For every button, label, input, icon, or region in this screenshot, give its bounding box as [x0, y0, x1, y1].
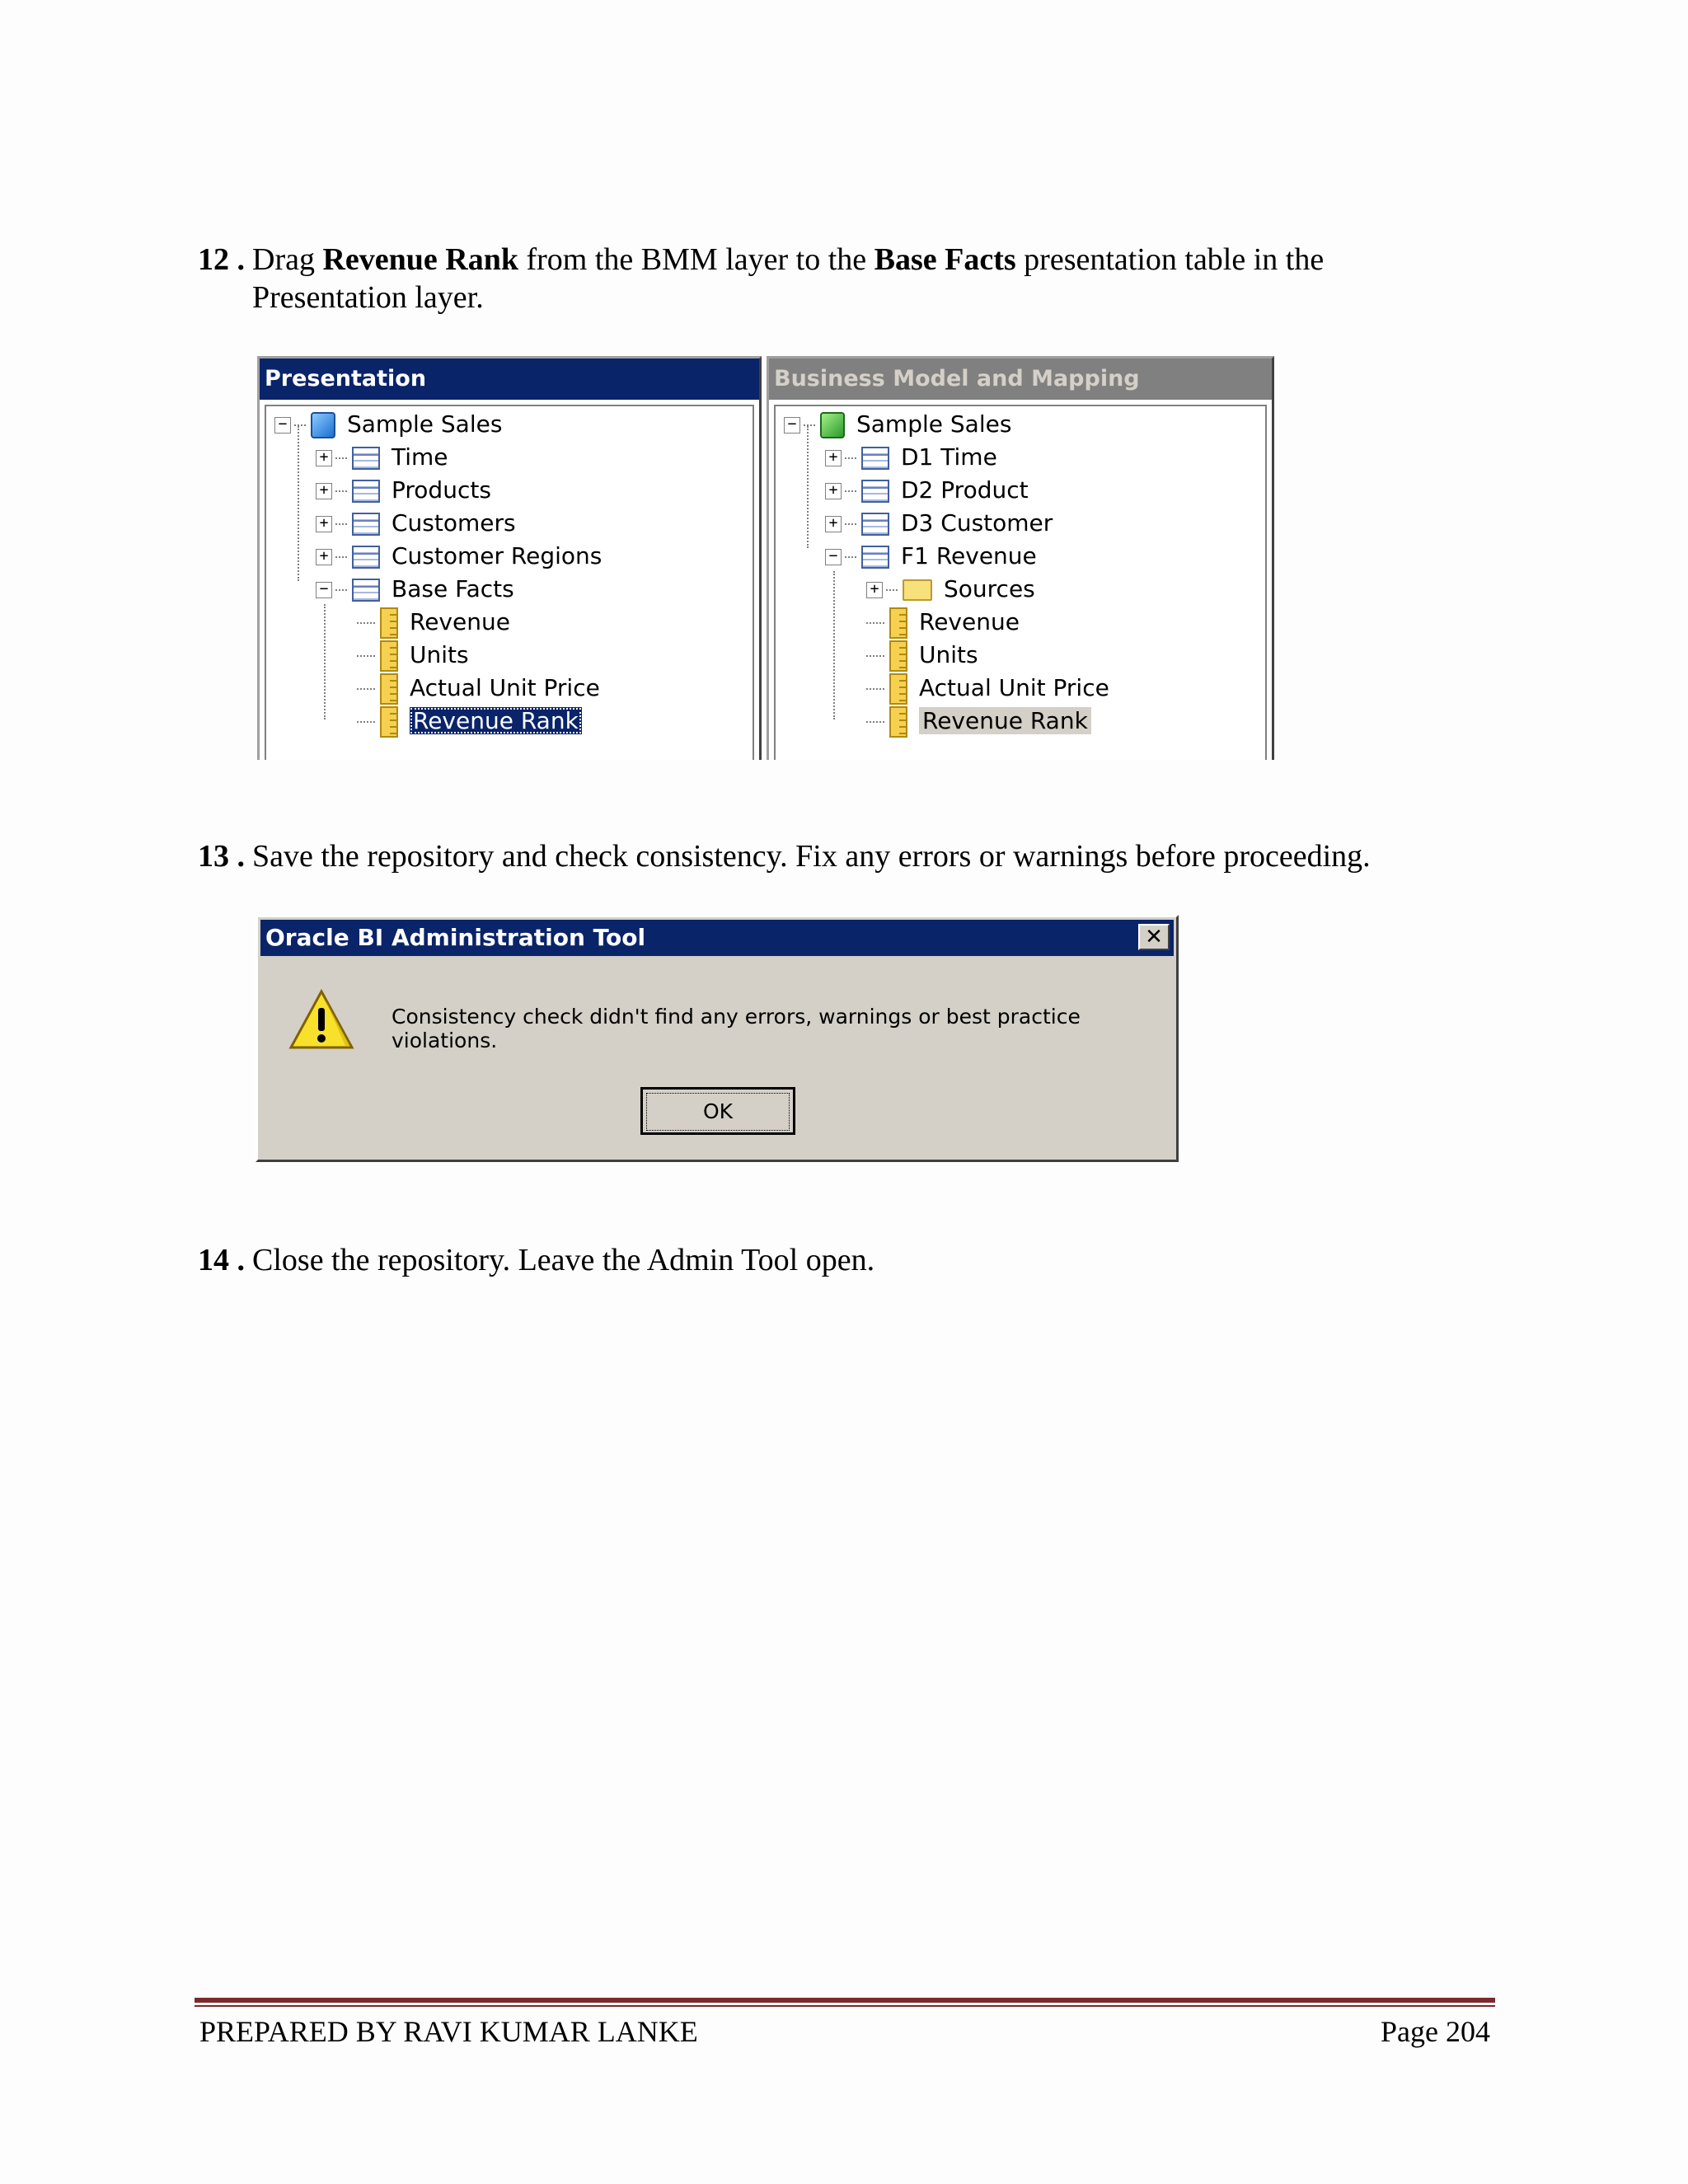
measure-column-icon [380, 673, 398, 705]
folder-icon [903, 579, 932, 601]
measure-column-icon [889, 640, 907, 672]
step-number: 13 . [198, 839, 245, 874]
step-text: Save the repository and check consistency. Fix any errors or warnings before proceeding. [252, 839, 1371, 874]
consistency-dialog [256, 915, 1179, 1162]
tree-node-sample-sales[interactable]: − Sample Sales [274, 408, 502, 441]
tree-node-base-facts[interactable]: − Base Facts [316, 573, 514, 606]
tree-node-sample-sales[interactable]: − Sample Sales [784, 408, 1011, 441]
collapse-toggle[interactable]: − [784, 417, 800, 434]
subject-area-icon [311, 412, 335, 438]
collapse-toggle[interactable]: − [316, 582, 332, 598]
footer-author: PREPARED BY RAVI KUMAR LANKE [199, 2015, 698, 2048]
bmm-tree [774, 405, 1267, 760]
logical-table-icon [861, 447, 889, 470]
tree-node-units[interactable]: Units [357, 639, 469, 672]
tree-node-sources[interactable]: + Sources [866, 573, 1035, 606]
tree-node-products[interactable]: + Products [316, 474, 491, 507]
step-number: 14 . [198, 1243, 245, 1277]
expand-toggle[interactable]: + [316, 450, 332, 466]
step-text: Drag Revenue Rank from the BMM layer to the Base Facts presentation table in the [252, 242, 1325, 277]
measure-column-icon [889, 673, 907, 705]
tree-node-revenue[interactable]: Revenue [357, 606, 510, 639]
measure-column-icon [380, 607, 398, 639]
measure-column-icon [889, 706, 907, 738]
logical-table-icon [861, 480, 889, 503]
expand-toggle[interactable]: + [316, 483, 332, 499]
step-14 [198, 1241, 1484, 1279]
tree-node-actual-unit-price[interactable]: Actual Unit Price [357, 672, 600, 705]
tree-node-revenue[interactable]: Revenue [866, 606, 1020, 639]
presentation-table-icon [352, 546, 380, 569]
tree-node-units[interactable]: Units [866, 639, 978, 672]
tree-node-f1-revenue[interactable]: − F1 Revenue [825, 540, 1037, 573]
expand-toggle[interactable]: + [825, 450, 842, 466]
logical-table-icon [861, 513, 889, 536]
warning-icon [288, 988, 355, 1054]
expand-toggle[interactable]: + [825, 483, 842, 499]
step-text: Close the repository. Leave the Admin Tool open. [252, 1243, 875, 1277]
dialog-message: Consistency check didn't find any errors, warnings or best practice violations. [392, 1005, 1081, 1052]
tree-node-customers[interactable]: + Customers [316, 507, 516, 540]
presentation-table-icon [352, 447, 380, 470]
measure-column-icon [380, 640, 398, 672]
expand-toggle[interactable]: + [316, 516, 332, 532]
measure-column-icon [380, 706, 398, 738]
step-12 [198, 241, 1484, 316]
presentation-table-icon [352, 513, 380, 536]
tree-node-d2-product[interactable]: + D2 Product [825, 474, 1029, 507]
tree-node-actual-unit-price[interactable]: Actual Unit Price [866, 672, 1109, 705]
presentation-tree [265, 405, 754, 760]
selected-label: Revenue Rank [410, 707, 582, 734]
presentation-panel-title: Presentation [260, 359, 759, 400]
presentation-table-icon [352, 480, 380, 503]
ok-button-label: OK [646, 1093, 790, 1131]
bmm-panel-title: Business Model and Mapping [769, 359, 1272, 400]
tree-node-revenue-rank[interactable] [357, 705, 582, 738]
tree-node-revenue-rank[interactable] [866, 705, 1091, 738]
step-text-continued: Presentation layer. [252, 280, 484, 315]
expand-toggle[interactable]: + [316, 549, 332, 565]
tree-node-d3-customer[interactable]: + D3 Customer [825, 507, 1053, 540]
footer-rule-thin [195, 2005, 1495, 2007]
footer-rule [195, 1998, 1495, 2003]
step-number: 12 . [198, 242, 245, 277]
tree-node-time[interactable]: + Time [316, 441, 448, 474]
selected-label: Revenue Rank [919, 707, 1091, 734]
measure-column-icon [889, 607, 907, 639]
fact-table-icon [861, 546, 889, 569]
presentation-table-icon [352, 579, 380, 602]
expand-toggle[interactable]: + [866, 582, 883, 598]
step-13 [198, 837, 1484, 875]
collapse-toggle[interactable]: − [825, 549, 842, 565]
tree-node-d1-time[interactable]: + D1 Time [825, 441, 997, 474]
page-number: Page 204 [1381, 2015, 1490, 2048]
business-model-icon [820, 412, 845, 438]
bmm-panel [767, 356, 1274, 760]
tree-node-customer-regions[interactable]: + Customer Regions [316, 540, 602, 573]
ok-button[interactable] [640, 1087, 795, 1135]
expand-toggle[interactable]: + [825, 516, 842, 532]
close-button[interactable]: ✕ [1138, 924, 1170, 950]
presentation-panel [257, 356, 762, 760]
dialog-title: Oracle BI Administration Tool [260, 920, 1174, 956]
collapse-toggle[interactable]: − [274, 417, 291, 434]
